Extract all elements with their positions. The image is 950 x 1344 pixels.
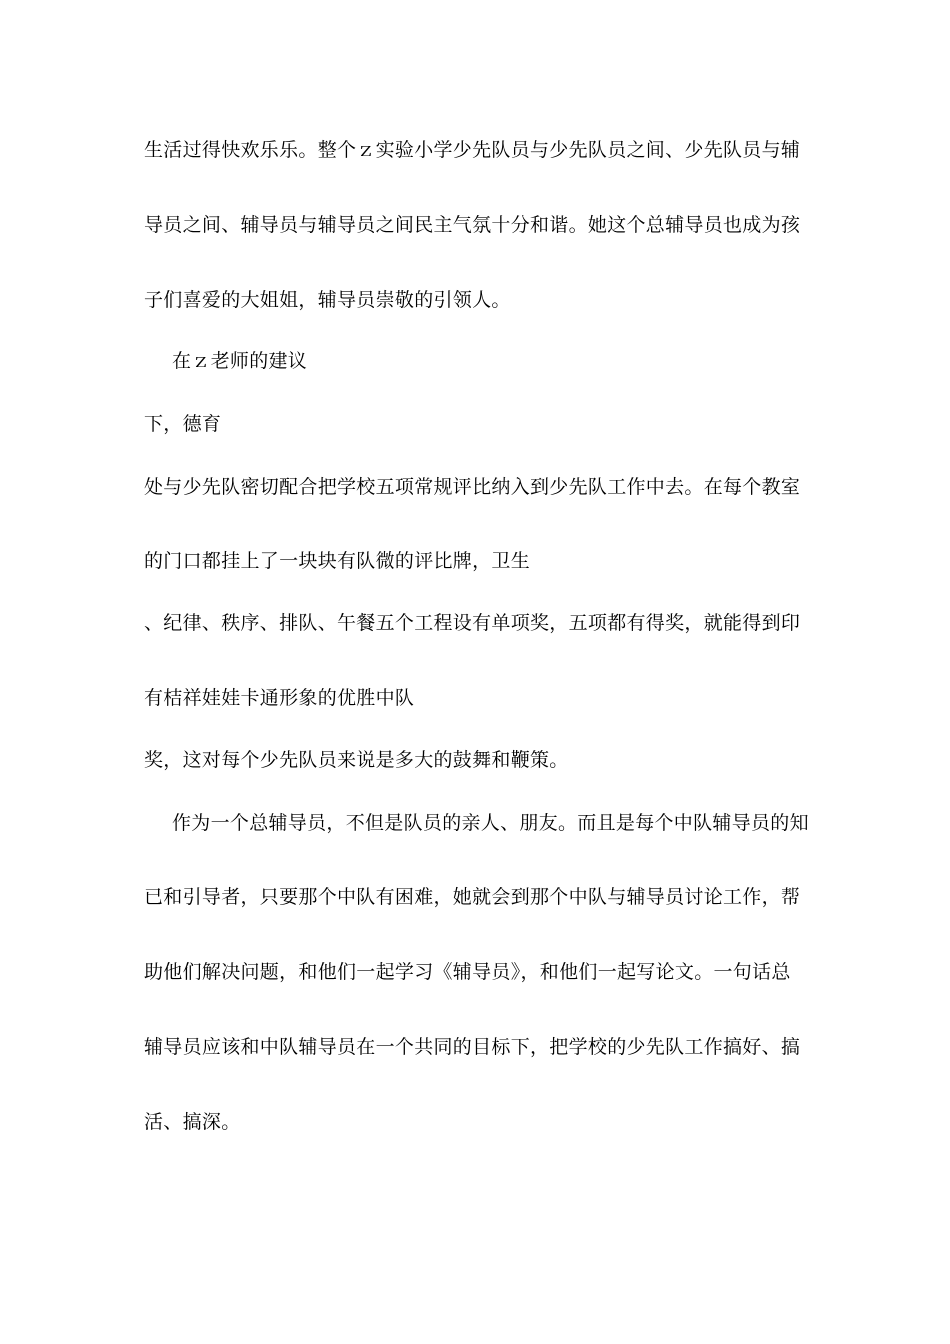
text-line: 下，德育 (144, 413, 222, 435)
text-line: 辅导员应该和中队辅导员在一个共同的目标下，把学校的少先队工作搞好、搞 (144, 1036, 801, 1058)
text-line: 生活过得快欢乐乐。整个ｚ实验小学少先队员与少先队员之间、少先队员与辅 (144, 139, 801, 161)
text-line: 助他们解决问题，和他们一起学习《辅导员》，和他们一起写论文。一句话总 (144, 961, 791, 983)
text-line: 处与少先队密切配合把学校五项常规评比纳入到少先队工作中去。在每个教室 (144, 476, 801, 498)
text-line: 活、搞深。 (144, 1111, 241, 1133)
text-line: 有桔祥娃娃卡通形象的优胜中队 (144, 687, 415, 709)
text-line: 已和引导者，只要那个中队有困难，她就会到那个中队与辅导员讨论工作，帮 (144, 886, 801, 908)
text-line: 的门口都挂上了一块块有队微的评比牌，卫生 (144, 550, 531, 572)
text-line: 、纪律、秩序、排队、午餐五个工程设有单项奖，五项都有得奖，就能得到印 (144, 612, 801, 634)
text-line: 奖，这对每个少先队员来说是多大的鼓舞和鞭策。 (144, 749, 569, 771)
text-line: 导员之间、辅导员与辅导员之间民主气氛十分和谐。她这个总辅导员也成为孩 (144, 214, 801, 236)
text-line: 子们喜爱的大姐姐，辅导员崇敬的引领人。 (144, 289, 511, 311)
paragraph-start-line: 在ｚ老师的建议 (172, 350, 308, 372)
paragraph-start-line: 作为一个总辅导员，不但是队员的亲人、朋友。而且是每个中队辅导员的知 (172, 812, 809, 834)
